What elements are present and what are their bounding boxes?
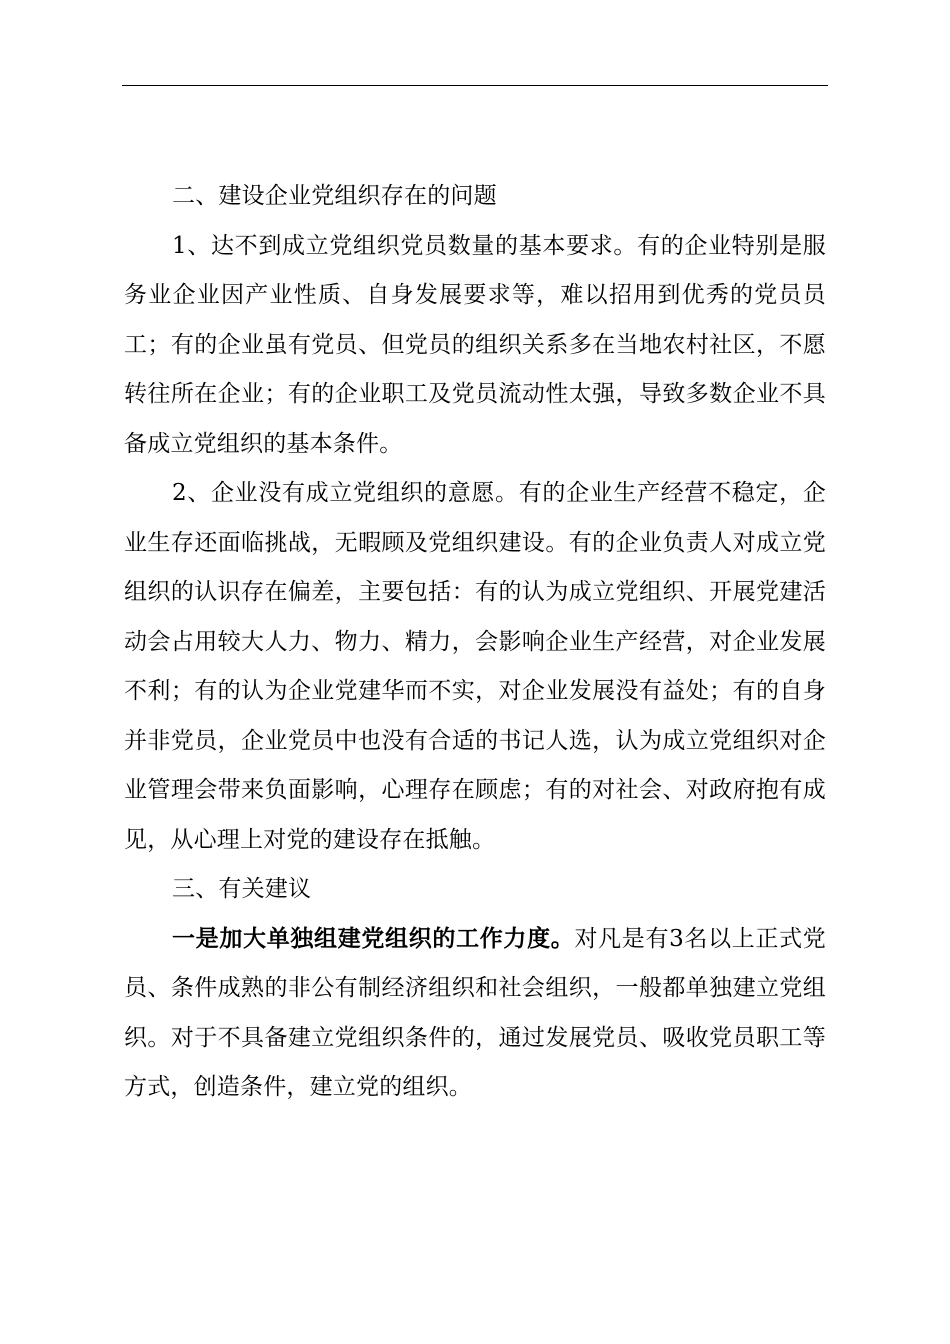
section-3-paragraph-1-lead: 一是加大单独组建党组织的工作力度。 bbox=[172, 925, 575, 952]
document-body bbox=[124, 172, 826, 1113]
section-2-paragraph-1: 1、达不到成立党组织党员数量的基本要求。有的企业特别是服务业企业因产业性质、自身发展要求等，难以招用到优秀的党员员工；有的企业虽有党员、但党员的组织关系多在当地农村社区，不愿转往所在企业；有的企业职工及党员流动性太强，导致多数企业不具备成立党组织的基本条件。 bbox=[124, 232, 826, 457]
section-2-heading: 二、建设企业党组织存在的问题 bbox=[172, 183, 497, 209]
section-3-heading: 三、有关建议 bbox=[172, 876, 312, 902]
header-rule bbox=[122, 85, 828, 86]
section-3-paragraph-1 bbox=[124, 915, 826, 1113]
section-3-paragraph-1-text: 对凡是有3名以上正式党员、条件成熟的非公有制经济组织和社会组织，一般都单独建立党组织。对于不具备建立党组织条件的，通过发展党员、吸收党员职工等方式，创造条件，建立党的组织。 bbox=[124, 925, 826, 1100]
section-2-paragraph-2: 2、企业没有成立党组织的意愿。有的企业生产经营不稳定，企业生存还面临挑战，无暇顾及党组织建设。有的企业负责人对成立党组织的认识存在偏差，主要包括：有的认为成立党组织、开展党建活动会占用较大人力、物力、精力，会影响企业生产经营，对企业发展不利；有的认为企业党建华而不实，对企业发展没有益处；有的自身并非党员，企业党员中也没有合适的书记人选，认为成立党组织对企业管理会带来负面影响，心理存在顾虑；有的对社会、对政府抱有成见，从心理上对党的建设存在抵触。 bbox=[124, 480, 826, 853]
